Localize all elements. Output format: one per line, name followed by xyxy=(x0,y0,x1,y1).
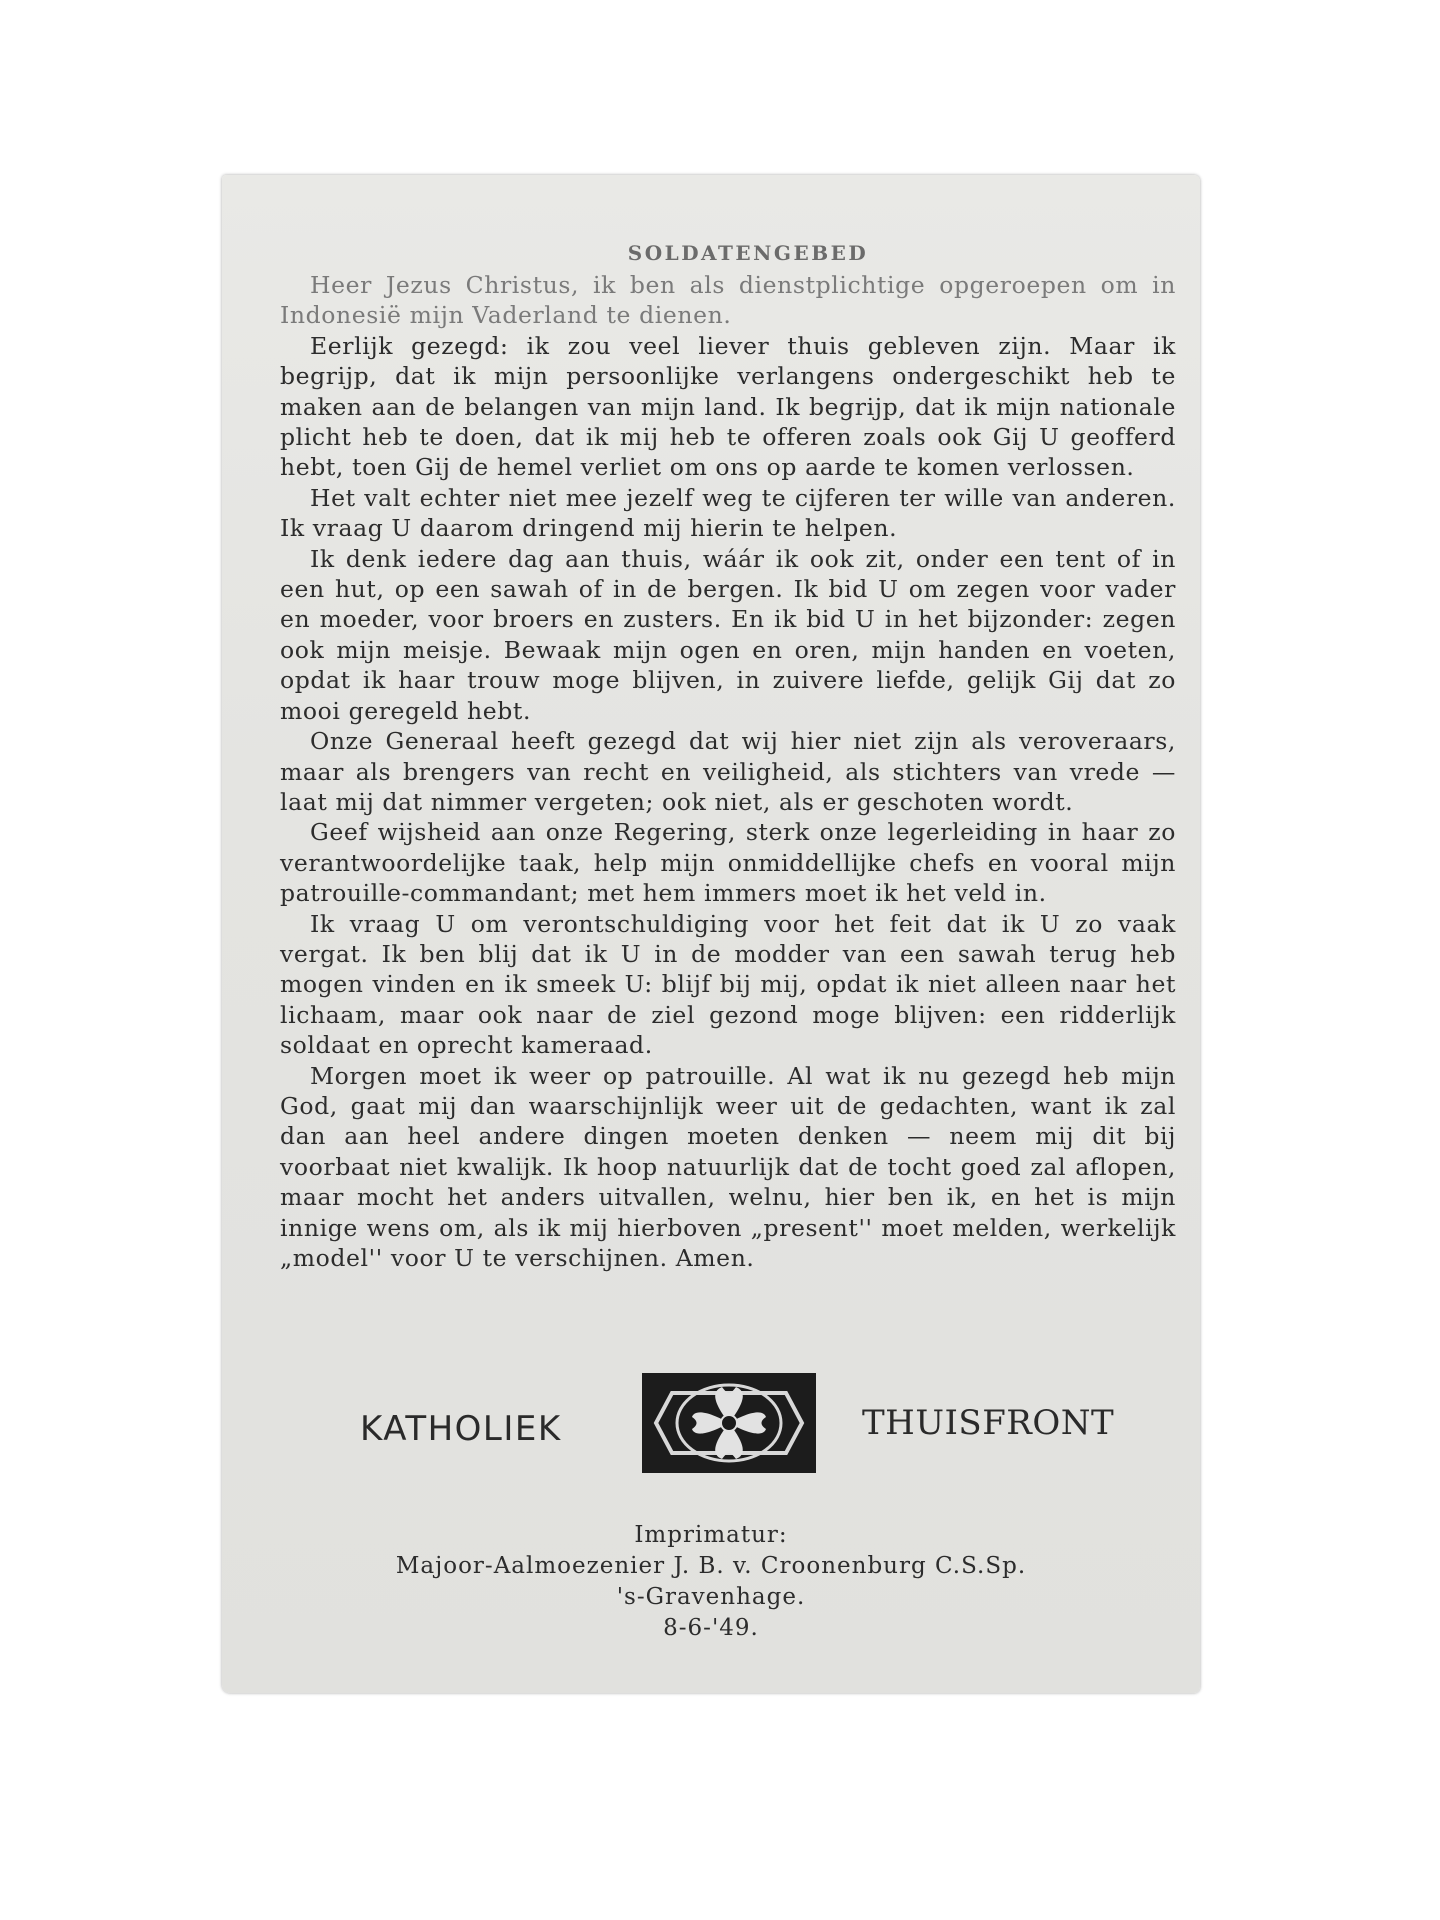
brand-left-text: KATHOLIEK xyxy=(360,1409,562,1449)
prayer-paragraph-2: Eerlijk gezegd: ik zou veel liever thuis gebleven zijn. Maar ik begrijp, dat ik mijn persoonlijke verlangens ondergeschikt heb te maken aan de belangen van mijn land. Ik begrijp, dat ik mijn nationale plicht heb te doen, dat ik mij heb te offeren zoals ook Gij U geofferd hebt, toen Gij de hemel verliet om ons op aarde te komen verlossen. xyxy=(280,331,1176,482)
prayer-text xyxy=(280,240,1176,1273)
imprimatur-date: 8-6-'49. xyxy=(663,1615,759,1641)
prayer-paragraph-4: Ik denk iedere dag aan thuis, wáár ik ook zit, onder een tent of in een hut, op een sawah of in de bergen. Ik bid U om zegen voor vader en moeder, voor broers en zusters. En ik bid U in het bijzonder: zegen ook mijn meisje. Bewaak mijn ogen en oren, mijn handen en voeten, opdat ik haar trouw moge blijven, in zuivere liefde, gelijk Gij dat zo mooi geregeld hebt. xyxy=(280,544,1176,725)
prayer-paragraph-1: Heer Jezus Christus, ik ben als dienstplichtige opgeroepen om in Indonesië mijn Vaderland te dienen. xyxy=(280,271,1176,330)
cross-emblem-icon xyxy=(642,1373,816,1473)
prayer-paragraph-8: Morgen moet ik weer op patrouille. Al wat ik nu gezegd heb mijn God, gaat mij dan waarschijnlijk weer uit de gedachten, want ik zal dan aan heel andere dingen moeten denken — neem mij dit bij voorbaat niet kwalijk. Ik hoop natuurlijk dat de tocht goed zal aflopen, maar mocht het anders uitvallen, welnu, hier ben ik, en het is mijn innige wens om, als ik mij hierboven „present'' moet melden, werkelijk „model'' voor U te verschijnen. Amen. xyxy=(280,1061,1176,1272)
prayer-paragraph-5: Onze Generaal heeft gezegd dat wij hier niet zijn als veroveraars, maar als brengers van recht en veiligheid, als stichters van vrede — laat mij dat nimmer vergeten; ook niet, als er geschoten wordt. xyxy=(280,727,1176,816)
prayer-title: SOLDATENGEBED xyxy=(627,241,869,265)
brand-block xyxy=(222,1373,1200,1493)
prayer-paragraph-7: Ik vraag U om verontschuldiging voor het feit dat ik U zo vaak vergat. Ik ben blij dat ik U in de modder van een sawah terug heb mogen vinden en ik smeek U: blijf bij mij, opdat ik niet alleen naar het lichaam, maar ook naar de ziel gezond moge blijven: een ridderlijk soldaat en oprecht kameraad. xyxy=(280,909,1176,1060)
imprimatur-name: Majoor-Aalmoezenier J. B. v. Croonenburg C.S.Sp. xyxy=(395,1553,1027,1579)
prayer-card xyxy=(222,175,1200,1693)
brand-right-text: THUISFRONT xyxy=(862,1403,1115,1443)
imprimatur-block xyxy=(222,1520,1200,1644)
imprimatur-place: 's-Gravenhage. xyxy=(616,1584,806,1610)
imprimatur-label: Imprimatur: xyxy=(634,1522,788,1548)
prayer-paragraph-6: Geef wijsheid aan onze Regering, sterk onze legerleiding in haar zo verantwoordelijke taak, help mijn onmiddellijke chefs en vooral mijn patrouille-commandant; met hem immers moet ik het veld in. xyxy=(280,818,1176,908)
prayer-paragraph-3: Het valt echter niet mee jezelf weg te cijferen ter wille van anderen. Ik vraag U daarom dringend mij hierin te helpen. xyxy=(280,483,1176,543)
